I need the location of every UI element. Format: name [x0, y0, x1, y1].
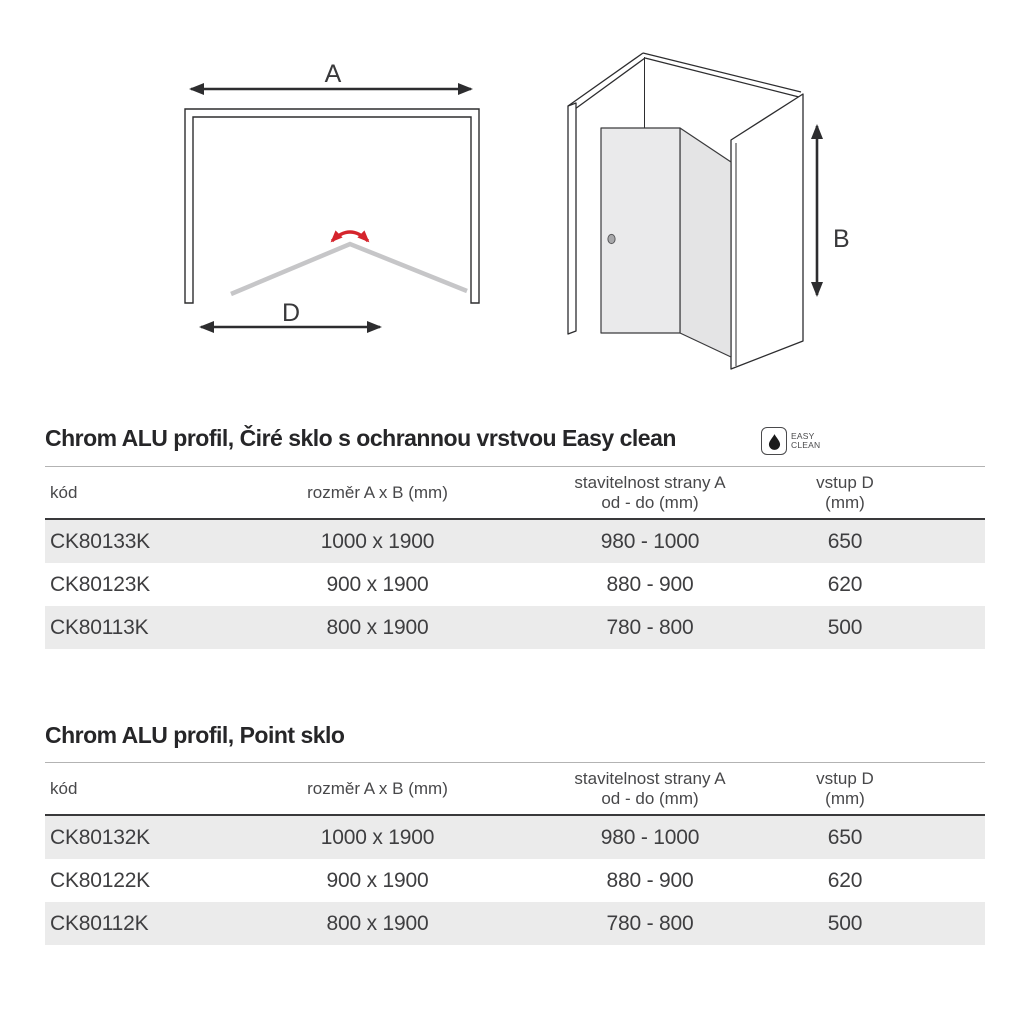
cell-stavitelnost: 980 - 1000	[600, 825, 700, 849]
water-drop-icon	[761, 427, 787, 455]
pivot-rotation-arrow	[332, 232, 368, 241]
cell-vstup: 650	[827, 529, 863, 553]
right-wall-panel	[731, 94, 803, 369]
table1-header-stavitelnost-line2: od - do (mm)	[601, 492, 699, 512]
cell-vstup: 500	[827, 615, 863, 639]
table2-header-vstup-line1: vstup D	[816, 768, 874, 788]
cell-vstup: 620	[827, 572, 863, 596]
table2-header-rozmer: rozměr A x B (mm)	[307, 778, 448, 798]
cell-rozmer: 800 x 1900	[326, 911, 429, 935]
table2-header-stavitelnost-line2: od - do (mm)	[601, 788, 699, 808]
table2-header-vstup	[780, 769, 910, 809]
table1-header-stavitelnost-line1: stavitelnost strany A	[574, 472, 726, 492]
cell-kod: CK80113K	[50, 615, 149, 639]
cell-rozmer: 900 x 1900	[326, 572, 429, 596]
table-row	[45, 816, 985, 859]
water-drop-icon-glyph	[768, 433, 781, 450]
cell-vstup: 650	[827, 825, 863, 849]
cell-vstup: 620	[827, 868, 863, 892]
table-row	[45, 606, 985, 649]
table1-header-vstup-line1: vstup D	[816, 472, 874, 492]
cell-stavitelnost: 980 - 1000	[600, 529, 700, 553]
dimension-b-label: B	[833, 225, 850, 253]
door-leaf-rear	[680, 128, 731, 357]
cell-rozmer: 1000 x 1900	[320, 529, 435, 553]
cell-rozmer: 1000 x 1900	[320, 825, 435, 849]
cell-kod: CK80132K	[50, 825, 150, 849]
table-row	[45, 859, 985, 902]
table1-header-vstup	[780, 473, 910, 513]
easy-clean-badge-text	[791, 432, 820, 451]
enclosure-frame-outline	[185, 109, 479, 303]
table1-header-stavitelnost	[520, 473, 780, 513]
section1-title: Chrom ALU profil, Čiré sklo s ochrannou vrstvou Easy clean	[45, 425, 676, 451]
spec-table-point	[45, 762, 985, 945]
spec-table-easy-clean	[45, 466, 985, 649]
table-row	[45, 563, 985, 606]
section2-title: Chrom ALU profil, Point sklo	[45, 722, 345, 748]
table1-header-rozmer: rozměr A x B (mm)	[307, 482, 448, 502]
table2-header-stavitelnost-line1: stavitelnost strany A	[574, 768, 726, 788]
table-row	[45, 520, 985, 563]
table2-header-stavitelnost	[520, 769, 780, 809]
cell-rozmer: 900 x 1900	[326, 868, 429, 892]
table-row	[45, 902, 985, 945]
cell-kod: CK80133K	[50, 529, 150, 553]
front-view-diagram	[148, 45, 493, 340]
cell-vstup: 500	[827, 911, 863, 935]
cell-stavitelnost: 780 - 800	[606, 615, 694, 639]
cell-kod: CK80123K	[50, 572, 150, 596]
badge-line2: CLEAN	[791, 440, 821, 450]
cell-kod: CK80112K	[50, 911, 149, 935]
dimension-d-label: D	[281, 299, 301, 327]
cell-stavitelnost: 780 - 800	[606, 911, 694, 935]
table2-header-row	[45, 762, 985, 816]
table1-header-vstup-line2: (mm)	[825, 492, 865, 512]
iso-view-diagram	[555, 40, 855, 380]
cell-kod: CK80122K	[50, 868, 150, 892]
table2-header-vstup-line2: (mm)	[825, 788, 865, 808]
table1-header-kod: kód	[50, 482, 78, 502]
table1-header-row	[45, 466, 985, 520]
left-wall-panel	[568, 103, 576, 334]
dimension-a-label: A	[324, 60, 342, 88]
table2-header-kod: kód	[50, 778, 78, 798]
top-frame-bars	[568, 53, 801, 109]
cell-stavitelnost: 880 - 900	[606, 868, 694, 892]
cell-stavitelnost: 880 - 900	[606, 572, 694, 596]
door-knob	[608, 234, 615, 243]
folding-door-panels	[231, 244, 467, 294]
badge-line1: EASY	[791, 430, 815, 441]
door-leaf-front	[601, 128, 680, 333]
easy-clean-badge	[761, 427, 820, 455]
cell-rozmer: 800 x 1900	[326, 615, 429, 639]
